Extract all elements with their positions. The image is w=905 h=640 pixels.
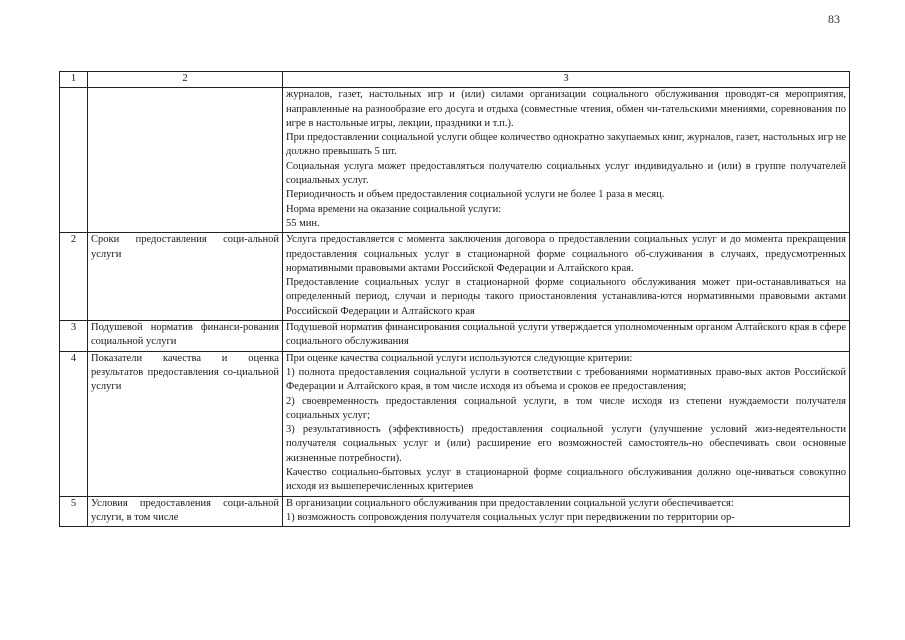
content-paragraph: 1) возможность сопровождения получателя социальных услуг при передвижении по территории ор- (286, 511, 735, 523)
content-paragraph: Периодичность и объем предоставления социальной услуги не более 1 раза в месяц. (286, 189, 665, 201)
table-row (60, 88, 850, 233)
content-paragraph: Услуга предоставляется с момента заключения договора о предоставлении социальных услуг и до момента прекращения предоставления социальных услуг в стационарной форме социального об-служивания в случаях, предусмотренных нормативными правовыми актами Российской Федерации и Алтайского края. (286, 234, 846, 274)
content-paragraph: Предоставление социальных услуг в стационарной форме социального обслуживания может при-останавливаться на определенный период, случаи и периоды такого приостановления устанавлива-ются нормативными правовыми актами Российской Федерации и Алтайского края (286, 277, 846, 317)
row-name: Сроки предоставления соци-альной услуги (88, 233, 283, 321)
row-content (283, 88, 850, 233)
row-content (283, 351, 850, 496)
content-paragraph: Социальная услуга может предоставляться получателю социальных услуг индивидуально и (или) в группе получателей социальных услуг. (286, 160, 846, 187)
row-content (283, 321, 850, 352)
content-paragraph: 3) результативность (эффективность) предоставления социальной услуги (улучшение условий жиз-недеятельности получателя социальных услуг и (или) расширение его возможностей самостоятель-но обеспечивать свои основные жизненные потребности). (286, 424, 846, 464)
row-name: Условия предоставления соци-альной услуги, в том числе (88, 496, 283, 527)
row-number: 5 (60, 496, 88, 527)
row-number (60, 88, 88, 233)
table-row (60, 351, 850, 496)
service-standard-table (59, 71, 850, 527)
table-row (60, 233, 850, 321)
content-paragraph: При предоставлении социальной услуги общее количество однократно закупаемых книг, журналов, газет, настольных игр не должно превышать 5 шт. (286, 132, 846, 158)
header-col-1: 1 (60, 72, 88, 88)
row-content (283, 496, 850, 527)
row-number: 4 (60, 351, 88, 496)
row-name: Подушевой норматив финанси-рования социальной услуги (88, 321, 283, 352)
table-row (60, 321, 850, 352)
table-row (60, 496, 850, 527)
header-col-2: 2 (88, 72, 283, 88)
content-paragraph: Норма времени на оказание социальной услуги: (286, 203, 502, 215)
content-paragraph: журналов, газет, настольных игр и (или) силами организации социального обслуживания проводят-ся мероприятия, направленные на разнообразие его досуга и отдыха (совместные чтения, обмен чи-тательскими мнениями, соревнования по игре в настольные игры, лекции, праздники и т.п.). (286, 89, 846, 129)
page-number: 83 (828, 12, 840, 26)
content-paragraph: При оценке качества социальной услуги используются следующие критерии: (286, 352, 633, 364)
row-number: 3 (60, 321, 88, 352)
content-paragraph: 1) полнота предоставления социальной услуги в соответствии с требованиями нормативных право-вых актов Российской Федерации и Алтайского края, в том числе исходя из объема и сроков ее предоставления; (286, 366, 846, 393)
content-paragraph: 55 мин. (286, 217, 320, 229)
content-paragraph: В организации социального обслуживания при предоставлении социальной услуги обеспечивается: (286, 497, 734, 509)
row-number: 2 (60, 233, 88, 321)
content-paragraph: Подушевой норматив финансирования социальной услуги утверждается уполномоченным органом Алтайского края в сфере социального обслуживания (286, 322, 846, 348)
header-col-3: 3 (283, 72, 850, 88)
content-paragraph: Качество социально-бытовых услуг в стационарной форме социального обслуживания должно оце-ниваться совокупно исходя из вышеперечисленных критериев (286, 467, 846, 493)
row-content (283, 233, 850, 321)
content-paragraph: 2) своевременность предоставления социальной услуги, в том числе исходя из степени нуждаемости получателя социальных услуг; (286, 395, 846, 421)
row-name (88, 88, 283, 233)
table-header-row (60, 72, 850, 88)
row-name: Показатели качества и оценка результатов предоставления со-циальной услуги (88, 351, 283, 496)
